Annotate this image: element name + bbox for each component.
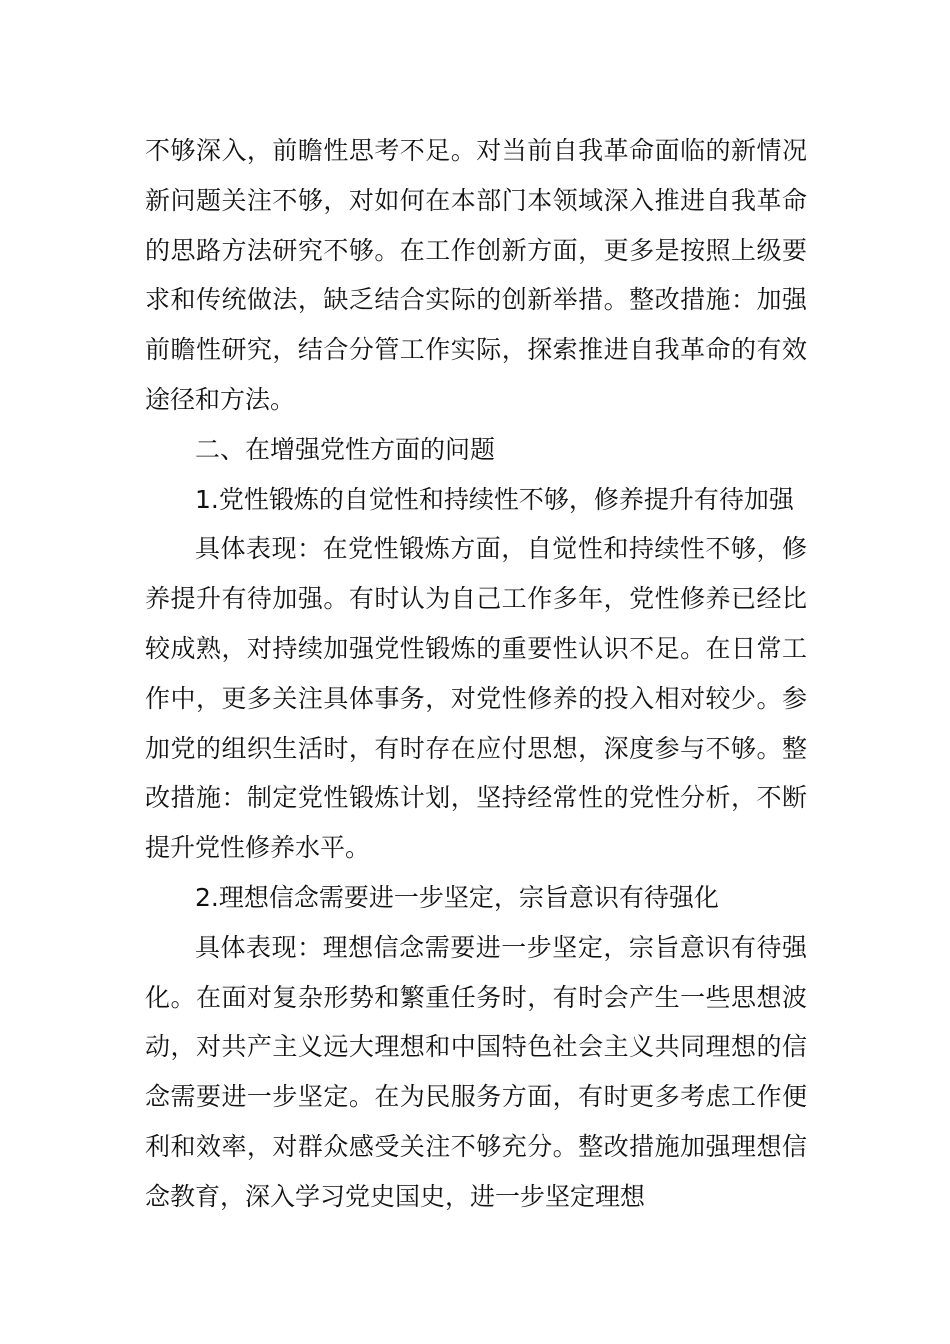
subheading-2: 2.理想信念需要进一步坚定，宗旨意识有待强化	[195, 882, 719, 912]
paragraph-body-1: 具体表现：在党性锻炼方面，自觉性和持续性不够，修养提升有待加强。有时认为自己工作多年，党性修养已经比较成熟，对持续加强党性锻炼的重要性认识不足。在日常工作中，更多关注具体事务，对党性修养的投入相对较少。参加党的组织生活时，有时存在应付思想，深度参与不够。整改措施：制定党性锻炼计划，坚持经常性的党性分析，不断提升党性修养水平。	[145, 534, 807, 863]
subheading-1: 1.党性锻炼的自觉性和持续性不够，修养提升有待加强	[195, 484, 794, 514]
document-body	[145, 126, 807, 1222]
section-heading: 二、在增强党性方面的问题	[195, 434, 496, 464]
paragraph-body-2: 具体表现：理想信念需要进一步坚定，宗旨意识有待强化。在面对复杂形势和繁重任务时，有时会产生一些思想波动，对共产主义远大理想和中国特色社会主义共同理想的信念需要进一步坚定。在为民服务方面，有时更多考虑工作便利和效率，对群众感受关注不够充分。整改措施加强理想信念教育，深入学习党史国史，进一步坚定理想	[145, 932, 807, 1211]
paragraph-continuation: 不够深入，前瞻性思考不足。对当前自我革命面临的新情况新问题关注不够，对如何在本部门本领域深入推进自我革命的思路方法研究不够。在工作创新方面，更多是按照上级要求和传统做法，缺乏结合实际的创新举措。整改措施：加强前瞻性研究，结合分管工作实际，探索推进自我革命的有效途径和方法。	[145, 136, 807, 414]
